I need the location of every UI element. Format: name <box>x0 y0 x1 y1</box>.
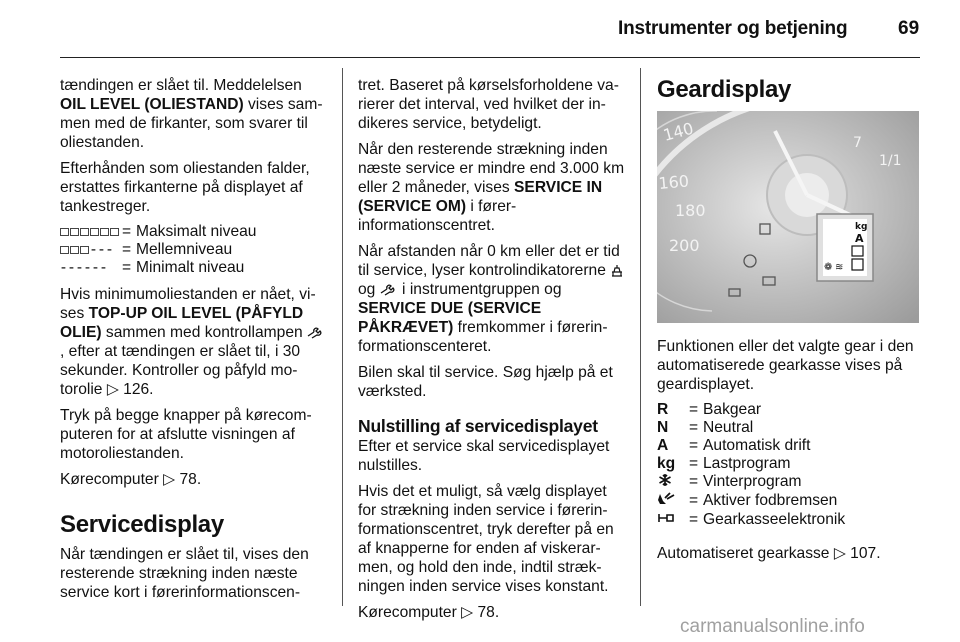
gear-display-illustration <box>657 111 919 323</box>
column-2 <box>358 76 626 629</box>
table-row: A = Automatisk drift <box>657 437 811 454</box>
paragraph: Når den resterende strækning inden næste service er mindre end 3.000 km eller 2 måneder, vises SERVICE IN (SERVICE OM) i fører-informationscentret. <box>358 141 625 234</box>
paragraph: Kørecomputer ▷ 78. <box>358 604 500 621</box>
car-lift-icon <box>610 264 624 277</box>
tach-label: 1/1 <box>879 153 902 169</box>
display-snowflake-icon: ❁ <box>824 262 833 273</box>
table-row: - - - = Mellemniveau <box>60 241 256 259</box>
paragraph: Når afstanden når 0 km eller det er tid til service, lyser kontrolindikatorerne og i instrumentgruppen og SERVICE DUE (SERVICE PÅKRÆVET) fremkommer i førerin-formationscenteret. <box>358 242 626 356</box>
snowflake-icon <box>657 473 673 487</box>
page-reference-arrow-icon: ▷ <box>461 604 474 621</box>
table-row: = Maksimalt niveau <box>60 223 256 241</box>
page-number: 69 <box>898 18 920 39</box>
paragraph: Efter et service skal servicedisplayet nulstilles. <box>358 438 610 474</box>
wrench-service-icon <box>307 327 325 339</box>
gearbox-wrench-icon <box>657 511 675 525</box>
section-title: Instrumenter og betjening <box>618 18 848 39</box>
column-3-body <box>657 337 925 570</box>
page-reference-arrow-icon: ▷ <box>833 545 846 562</box>
table-row: R = Bakgear <box>657 401 762 418</box>
oil-level-symbol-min: - - - - - - <box>60 259 107 276</box>
paragraph: Hvis det et muligt, så vælg displayet for strækning inden service i førerin-formationscentret, tryk derefter på en af knapperne for enden af viskerar-men, og hold den inde, indtil stræk-ningen inden service vises konstant. <box>358 483 614 595</box>
watermark: carmanualsonline.info <box>680 616 865 637</box>
section-heading-reset: Nulstilling af servicedisplayet <box>358 416 598 436</box>
gear-symbol-table <box>657 401 845 530</box>
section-heading-geardisplay: Geardisplay <box>657 76 792 103</box>
column-1 <box>60 76 328 609</box>
page-reference-arrow-icon: ▷ <box>163 471 176 488</box>
paragraph: tændingen er slået til. Meddelelsen OIL LEVEL (OLIESTAND) vises sam-men med de firkanter, som svarer til oliestanden. <box>60 77 323 151</box>
display-foot-brake-icon: ≋ <box>835 262 844 273</box>
paragraph: Efterhånden som oliestanden falder, erstattes firkanterne på displayet af tankestreger. <box>60 160 310 215</box>
column-3 <box>657 76 920 110</box>
oil-level-table <box>60 223 256 277</box>
foot-brake-icon <box>657 492 675 506</box>
table-row: N = Neutral <box>657 419 754 436</box>
display-gear-indicator: A <box>855 232 864 245</box>
column-divider-2 <box>640 68 641 606</box>
oil-level-symbol-mid: - - - <box>60 241 122 259</box>
page-reference-arrow-icon: ▷ <box>106 381 119 398</box>
paragraph: Funktionen eller det valgte gear i den automatiserede gearkasse vises på geardisplayet. <box>657 338 914 393</box>
table-row: - - - - - - = Minimalt niveau <box>60 259 245 276</box>
paragraph: Bilen skal til service. Søg hjælp på et værksted. <box>358 364 613 400</box>
speed-label: 140 <box>661 118 696 145</box>
paragraph: tret. Baseret på kørselsforholdene va-rierer det interval, ved hvilket der in-dikeres service, betydeligt. <box>358 77 619 132</box>
table-row: = Vinterprogram <box>657 473 845 492</box>
header-divider <box>60 57 920 58</box>
paragraph: Tryk på begge knapper på kørecom-puteren for at afslutte visningen af motoroliestanden. <box>60 407 312 462</box>
table-row: = Aktiver fodbremsen <box>657 492 845 511</box>
speed-label: 200 <box>669 236 700 255</box>
paragraph: Kørecomputer ▷ 78. <box>60 471 202 488</box>
table-row: kg = Lastprogram <box>657 455 791 472</box>
tach-label: 7 <box>853 135 862 151</box>
column-divider-1 <box>342 68 343 606</box>
display-load-indicator: kg <box>855 222 868 232</box>
speed-label: 180 <box>675 201 706 220</box>
paragraph: Automatiseret gearkasse ▷ 107. <box>657 545 881 562</box>
wrench-service-icon <box>380 284 398 296</box>
section-heading-servicedisplay: Servicedisplay <box>60 511 224 538</box>
paragraph: Hvis minimumoliestanden er nået, vi-ses TOP-UP OIL LEVEL (PÅFYLD OLIE) sammen med kontrollampen , efter at tændingen er slået til, i 30 sekunder. Kontroller og påfyld mo-torolie ▷ 126. <box>60 285 328 399</box>
speed-label: 160 <box>657 171 690 193</box>
paragraph: Når tændingen er slået til, vises den resterende strækning inden næste service kort i førerinformationscen- <box>60 546 309 601</box>
table-row: = Gearkasseelektronik <box>657 511 845 530</box>
oil-level-symbol-max <box>60 223 122 241</box>
